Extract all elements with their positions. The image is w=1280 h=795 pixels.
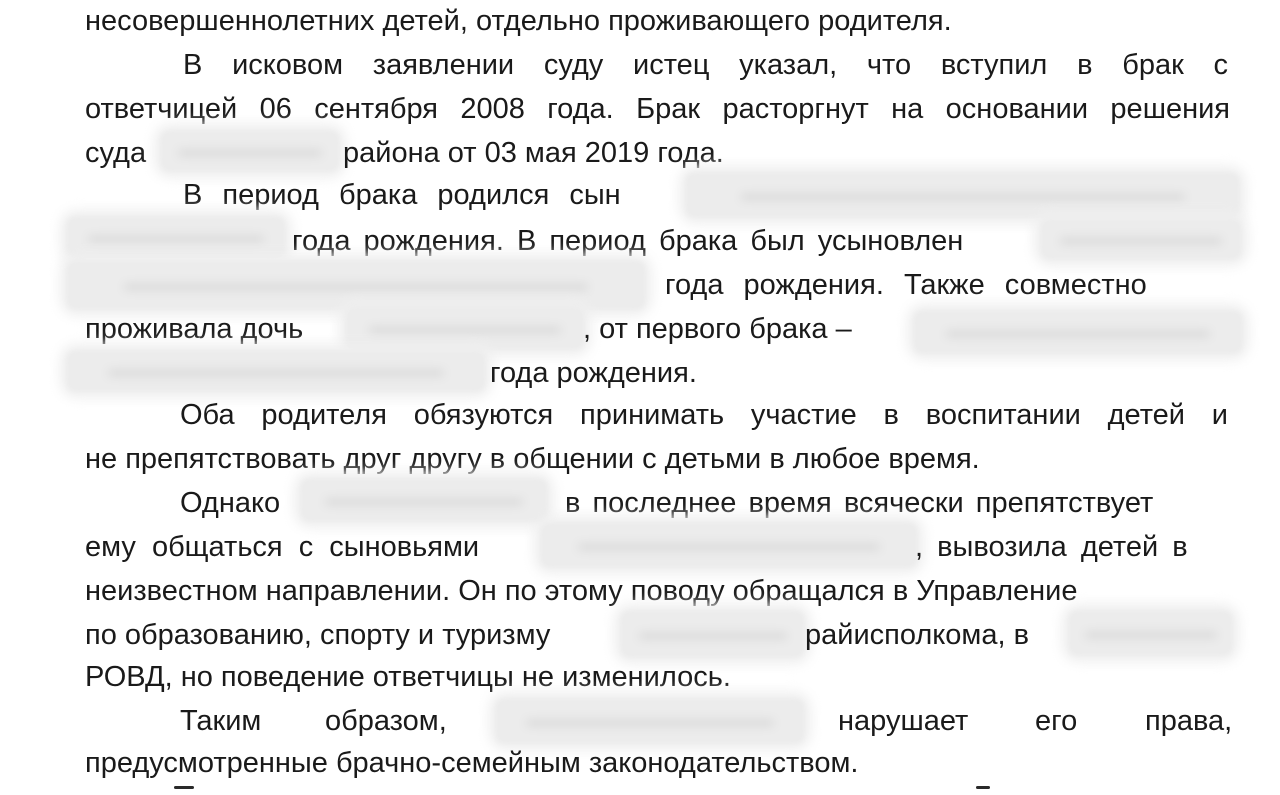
redacted-block <box>66 216 286 258</box>
cut-off-line <box>170 786 990 795</box>
redacted-block <box>620 610 805 658</box>
redacted-block <box>495 698 805 744</box>
text-segment: района от 03 мая 2019 года. <box>343 137 724 169</box>
redacted-block <box>345 306 585 350</box>
redacted-block <box>66 350 486 392</box>
text-segment: , вывозила детей в <box>915 531 1188 563</box>
redacted-block <box>540 522 918 568</box>
redacted-block <box>685 172 1240 218</box>
text-segment: права, <box>1145 705 1233 737</box>
text-segment: Таким <box>180 705 262 737</box>
text-line <box>180 398 1228 432</box>
redacted-block <box>160 130 340 172</box>
text-segment: по образованию, спорту и туризму <box>85 619 551 651</box>
text-segment: , от первого брака – <box>583 313 852 345</box>
text-segment: В период брака родился сын <box>183 179 621 211</box>
text-line: предусмотренные брачно-семейным законодательством. <box>85 747 859 779</box>
text-segment: Однако <box>180 487 281 519</box>
text-segment: в последнее время всячески препятствует <box>565 487 1154 519</box>
text-segment: образом, <box>325 705 447 737</box>
paragraph-text: ответчицей 06 сентября 2008 года. Брак расторгнут на основании решения <box>85 93 1230 125</box>
redacted-block <box>1068 610 1233 656</box>
text-line <box>85 92 1230 126</box>
paragraph-text: В исковом заявлении суду истец указал, что вступил в брак с <box>183 49 1228 81</box>
redacted-block <box>300 478 548 522</box>
text-segment: его <box>1035 705 1078 737</box>
redacted-block <box>66 260 646 310</box>
text-segment: суда <box>85 137 147 169</box>
text-line <box>183 48 1228 82</box>
redacted-block <box>913 310 1243 354</box>
text-segment: райисполкома, в <box>805 619 1029 651</box>
text-segment: проживала дочь <box>85 313 304 345</box>
text-segment: года рождения. Также совместно <box>665 269 1147 301</box>
text-line: неизвестном направлении. Он по этому поводу обращался в Управление <box>85 575 1078 607</box>
text-line: несовершеннолетних детей, отдельно проживающего родителя. <box>85 5 952 37</box>
text-line: не препятствовать друг другу в общении с детьми в любое время. <box>85 443 980 475</box>
text-segment: года рождения. В период брака был усыновлен <box>292 225 964 257</box>
text-segment: года рождения. <box>490 357 697 389</box>
text-line: РОВД, но поведение ответчицы не изменилось. <box>85 661 731 693</box>
text-segment: нарушает <box>838 705 969 737</box>
text-segment: ему общаться с сыновьями <box>85 531 480 563</box>
redacted-block <box>1040 218 1242 260</box>
paragraph-text: Оба родителя обязуются принимать участие в воспитании детей и <box>180 399 1228 431</box>
